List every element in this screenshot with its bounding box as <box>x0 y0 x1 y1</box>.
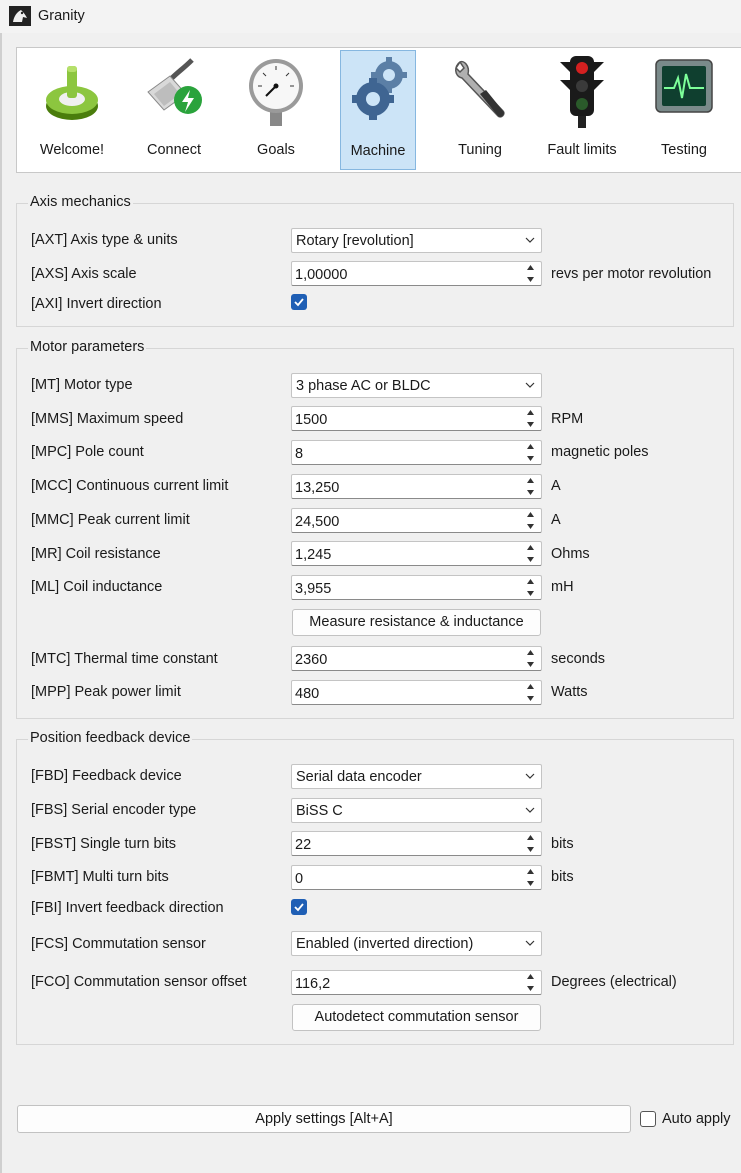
chevron-down-icon <box>525 806 535 814</box>
nav-label-connect: Connect <box>146 142 201 158</box>
mtc-unit: seconds <box>551 651 606 667</box>
nav-item-tuning[interactable] <box>442 50 518 170</box>
spin-up-icon[interactable] <box>522 476 539 486</box>
autodetect-commutation-button[interactable]: Autodetect commutation sensor <box>292 1004 541 1031</box>
mpc-unit: magnetic poles <box>551 444 649 460</box>
nav-label-fault-limits: Fault limits <box>547 142 617 158</box>
spin-buttons <box>522 867 539 888</box>
motor-parameters-title: Motor parameters <box>30 339 145 355</box>
mpc-spinbox[interactable] <box>291 440 542 465</box>
axt-select[interactable] <box>291 228 542 253</box>
apply-settings-button[interactable]: Apply settings [Alt+A] <box>17 1105 631 1133</box>
axt-label: [AXT] Axis type & units <box>31 232 178 248</box>
spin-up-icon[interactable] <box>522 682 539 692</box>
spin-up-icon[interactable] <box>522 263 539 273</box>
auto-apply-label: Auto apply <box>662 1111 731 1127</box>
mmc-label: [MMC] Peak current limit <box>31 512 190 528</box>
spin-buttons <box>522 510 539 531</box>
spin-down-icon[interactable] <box>522 274 539 284</box>
spin-up-icon[interactable] <box>522 442 539 452</box>
nav-label-goals: Goals <box>257 142 295 158</box>
fbs-select[interactable] <box>291 798 542 823</box>
mtc-spinbox[interactable] <box>291 646 542 671</box>
nav-label-testing: Testing <box>661 142 707 158</box>
fco-label: [FCO] Commutation sensor offset <box>31 974 247 990</box>
mpp-label: [MPP] Peak power limit <box>31 684 181 700</box>
spin-down-icon[interactable] <box>522 983 539 993</box>
auto-apply-checkbox[interactable] <box>640 1111 656 1127</box>
mpc-value: 8 <box>295 446 304 462</box>
gears-icon <box>349 55 409 129</box>
spin-down-icon[interactable] <box>522 693 539 703</box>
nav-item-welcome[interactable] <box>34 50 110 170</box>
spin-up-icon[interactable] <box>522 510 539 520</box>
spin-down-icon[interactable] <box>522 521 539 531</box>
fbd-label: [FBD] Feedback device <box>31 768 182 784</box>
spin-down-icon[interactable] <box>522 659 539 669</box>
fbs-value: BiSS C <box>296 803 343 819</box>
spin-down-icon[interactable] <box>522 588 539 598</box>
fco-spinbox[interactable] <box>291 970 542 995</box>
mcc-label: [MCC] Continuous current limit <box>31 478 229 494</box>
spin-buttons <box>522 972 539 993</box>
spin-buttons <box>522 543 539 564</box>
spin-up-icon[interactable] <box>522 543 539 553</box>
traffic-light-icon <box>552 54 612 128</box>
nav-item-goals[interactable] <box>238 50 314 170</box>
spin-down-icon[interactable] <box>522 487 539 497</box>
fbmt-unit: bits <box>551 869 574 885</box>
fbi-label: [FBI] Invert feedback direction <box>31 900 224 916</box>
mcc-unit: A <box>551 478 561 494</box>
fbmt-value: 0 <box>295 871 304 887</box>
wrench-icon <box>450 54 510 128</box>
mtc-value: 2360 <box>295 652 328 668</box>
nav-label-welcome: Welcome! <box>39 142 105 158</box>
nav-item-testing[interactable] <box>646 50 722 170</box>
spin-buttons <box>522 442 539 463</box>
measure-resistance-inductance-button[interactable]: Measure resistance & inductance <box>292 609 541 636</box>
fbd-select[interactable] <box>291 764 542 789</box>
mcc-value: 13,250 <box>295 480 340 496</box>
mpp-spinbox[interactable] <box>291 680 542 705</box>
spin-buttons <box>522 682 539 703</box>
mms-label: [MMS] Maximum speed <box>31 411 184 427</box>
fbst-spinbox[interactable] <box>291 831 542 856</box>
chevron-down-icon <box>525 939 535 947</box>
axis-mechanics-title: Axis mechanics <box>30 194 131 210</box>
axt-value: Rotary [revolution] <box>296 233 414 249</box>
spin-up-icon[interactable] <box>522 833 539 843</box>
spin-up-icon[interactable] <box>522 867 539 877</box>
mpc-label: [MPC] Pole count <box>31 444 144 460</box>
chevron-down-icon <box>525 381 535 389</box>
oscilloscope-icon <box>654 54 714 128</box>
fbmt-label: [FBMT] Multi turn bits <box>31 869 169 885</box>
feedback-device-title: Position feedback device <box>30 730 191 746</box>
mr-unit: Ohms <box>551 546 590 562</box>
spin-buttons <box>522 648 539 669</box>
spin-up-icon[interactable] <box>522 408 539 418</box>
ml-unit: mH <box>551 579 574 595</box>
checkmark-icon <box>293 296 305 308</box>
fbmt-spinbox[interactable] <box>291 865 542 890</box>
mr-spinbox[interactable] <box>291 541 542 566</box>
spin-up-icon[interactable] <box>522 972 539 982</box>
mms-unit: RPM <box>551 411 584 427</box>
ml-spinbox[interactable] <box>291 575 542 600</box>
fbs-label: [FBS] Serial encoder type <box>31 802 197 818</box>
chevron-down-icon <box>525 236 535 244</box>
mpp-value: 480 <box>295 686 320 702</box>
spin-buttons <box>522 833 539 854</box>
fcs-value: Enabled (inverted direction) <box>296 936 474 952</box>
fco-value: 116,2 <box>295 976 331 992</box>
spin-buttons <box>522 476 539 497</box>
nav-item-machine[interactable] <box>340 50 416 170</box>
nav-toolbar <box>16 47 741 173</box>
spin-down-icon[interactable] <box>522 453 539 463</box>
spin-up-icon[interactable] <box>522 577 539 587</box>
mpp-unit: Watts <box>551 684 588 700</box>
mms-value: 1500 <box>295 412 328 428</box>
mms-spinbox[interactable] <box>291 406 542 431</box>
spin-down-icon[interactable] <box>522 878 539 888</box>
mmc-spinbox[interactable] <box>291 508 542 533</box>
pressure-gauge-icon <box>246 54 306 128</box>
spin-buttons <box>522 263 539 284</box>
granity-app-icon <box>9 6 31 26</box>
axs-value: 1,00000 <box>295 267 348 283</box>
axi-checkbox[interactable] <box>291 294 307 310</box>
axs-spinbox[interactable] <box>291 261 542 286</box>
nav-label-tuning: Tuning <box>458 142 502 158</box>
spin-down-icon[interactable] <box>522 844 539 854</box>
fcs-select[interactable] <box>291 931 542 956</box>
fbd-value: Serial data encoder <box>296 769 422 785</box>
fco-unit: Degrees (electrical) <box>551 974 677 990</box>
title-bar <box>0 0 741 33</box>
power-button-icon <box>42 54 102 128</box>
network-plug-icon <box>144 54 204 128</box>
nav-label-machine: Machine <box>350 143 406 159</box>
spin-down-icon[interactable] <box>522 419 539 429</box>
mr-label: [MR] Coil resistance <box>31 546 161 562</box>
fcs-label: [FCS] Commutation sensor <box>31 936 206 952</box>
chevron-down-icon <box>525 772 535 780</box>
spin-buttons <box>522 408 539 429</box>
fbst-unit: bits <box>551 836 574 852</box>
ml-value: 3,955 <box>295 581 332 597</box>
spin-buttons <box>522 577 539 598</box>
mt-value: 3 phase AC or BLDC <box>296 378 431 394</box>
axs-unit: revs per motor revolution <box>551 266 712 282</box>
spin-up-icon[interactable] <box>522 648 539 658</box>
mr-value: 1,245 <box>295 547 332 563</box>
nav-item-fault-limits[interactable] <box>544 50 620 170</box>
window-edge <box>0 33 2 1173</box>
checkmark-icon <box>293 901 305 913</box>
mt-label: [MT] Motor type <box>31 377 133 393</box>
mt-select[interactable] <box>291 373 542 398</box>
mmc-unit: A <box>551 512 561 528</box>
ml-label: [ML] Coil inductance <box>31 579 163 595</box>
axs-label: [AXS] Axis scale <box>31 266 137 282</box>
mtc-label: [MTC] Thermal time constant <box>31 651 218 667</box>
mcc-spinbox[interactable] <box>291 474 542 499</box>
nav-item-connect[interactable] <box>136 50 212 170</box>
fbst-value: 22 <box>295 837 312 853</box>
fbst-label: [FBST] Single turn bits <box>31 836 177 852</box>
mmc-value: 24,500 <box>295 514 340 530</box>
fbi-checkbox[interactable] <box>291 899 307 915</box>
spin-down-icon[interactable] <box>522 554 539 564</box>
axi-label: [AXI] Invert direction <box>31 296 162 312</box>
window-title: Granity <box>38 8 85 24</box>
